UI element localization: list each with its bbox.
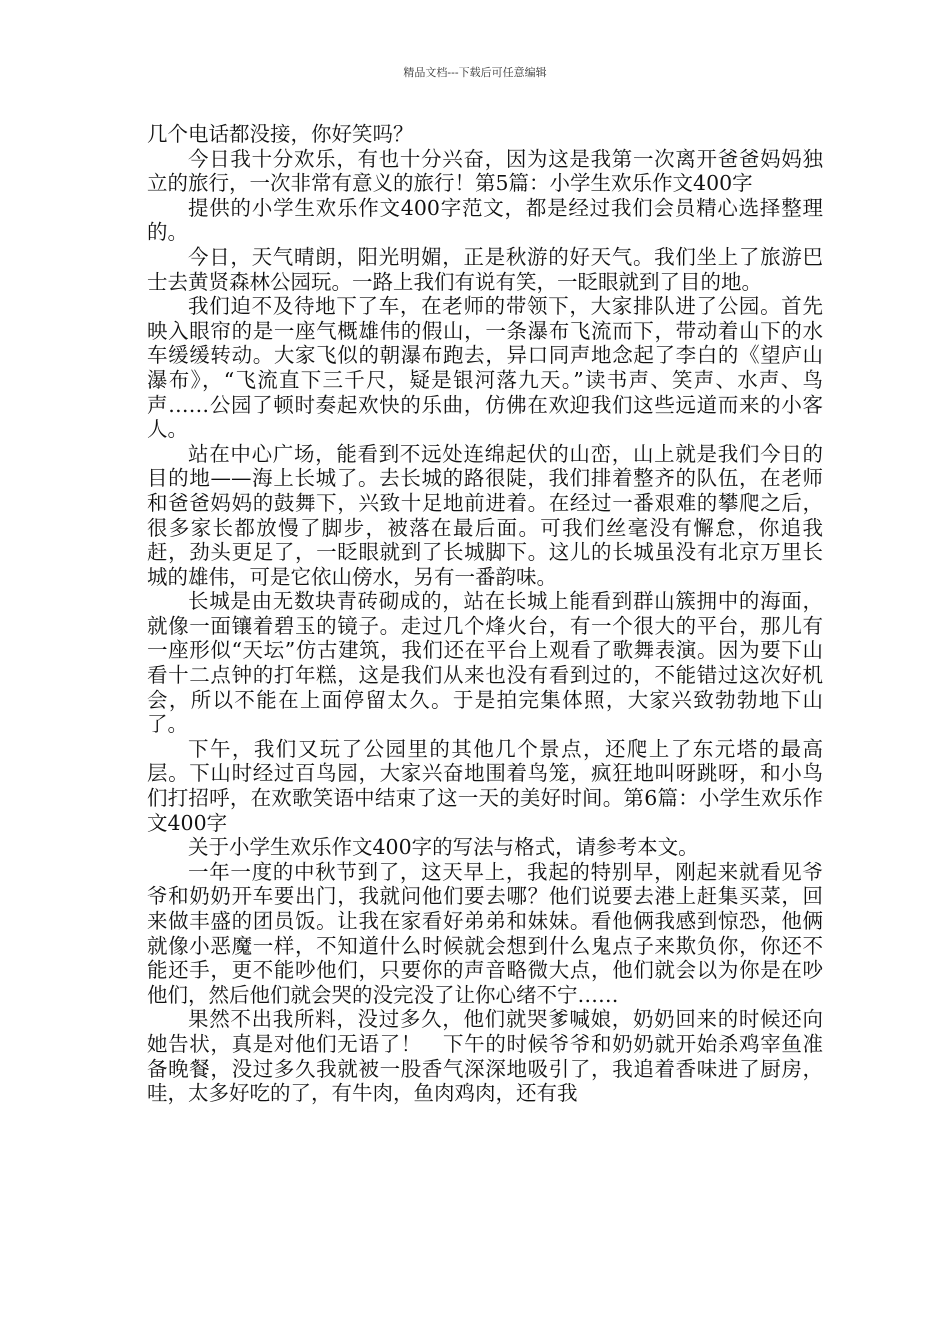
paragraph: 今日，天气晴朗，阳光明媚，正是秋游的好天气。我们坐上了旅游巴士去黄贤森林公园玩。一路上我们有说有笑，一眨眼就到了目的地。 [147,244,823,294]
paragraph: 我们迫不及待地下了车，在老师的带领下，大家排队进了公园。首先映入眼帘的是一座气概雄伟的假山，一条瀑布飞流而下，带动着山下的水车缓缓转动。大家飞似的朝瀑布跑去，异口同声地念起了李白的《望庐山瀑布》，“飞流直下三千尺，疑是银河落九天。”读书声、笑声、水声、鸟声……公园了顿时奏起欢快的乐曲，仿佛在欢迎我们这些远道而来的小客人。 [147,294,823,442]
paragraph: 站在中心广场，能看到不远处连绵起伏的山峦，山上就是我们今日的目的地——海上长城了。去长城的路很陡，我们排着整齐的队伍，在老师和爸爸妈妈的鼓舞下，兴致十足地前进着。在经过一番艰难的攀爬之后，很多家长都放慢了脚步，被落在最后面。可我们丝毫没有懈怠，你追我赶，劲头更足了，一眨眼就到了长城脚下。这儿的长城虽没有北京万里长城的雄伟，可是它依山傍水，另有一番韵味。 [147,441,823,589]
paragraph: 下午，我们又玩了公园里的其他几个景点，还爬上了东元塔的最高层。下山时经过百鸟园，大家兴奋地围着鸟笼，疯狂地叫呀跳呀，和小鸟们打招呼，在欢歌笑语中结束了这一天的美好时间。第6篇：小学生欢乐作文400字 [147,736,823,835]
paragraph: 长城是由无数块青砖砌成的，站在长城上能看到群山簇拥中的海面，就像一面镶着碧玉的镜子。走过几个烽火台，有一个很大的平台，那儿有一座形似“天坛”仿古建筑，我们还在平台上观看了歌舞表演。因为要下山看十二点钟的打年糕，这是我们从来也没有看到过的，不能错过这次好机会，所以不能在上面停留太久。于是拍完集体照，大家兴致勃勃地下山了。 [147,589,823,737]
document-body [147,122,823,1106]
paragraph: 提供的小学生欢乐作文400字范文，都是经过我们会员精心选择整理的。 [147,195,823,245]
paragraph: 果然不出我所料，没过多久，他们就哭爹喊娘，奶奶回来的时候还向她告状，真是对他们无语了！ 下午的时候爷爷和奶奶就开始杀鸡宰鱼准备晚餐，没过多久我就被一股香气深深地吸引了，我追着香味进了厨房，哇，太多好吃的了，有牛肉，鱼肉鸡肉，还有我 [147,1007,823,1106]
page-header: 精品文档---下载后可任意编辑 [403,66,547,79]
paragraph: 关于小学生欢乐作文400字的写法与格式，请参考本文。 [188,835,699,860]
paragraph: 一年一度的中秋节到了，这天早上，我起的特别早，刚起来就看见爷爷和奶奶开车要出门，我就问他们要去哪？他们说要去港上赶集买菜，回来做丰盛的团员饭。让我在家看好弟弟和妹妹。看他俩我感到惊恐，他俩就像小恶魔一样，不知道什么时候就会想到什么鬼点子来欺负你，你还不能还手，更不能吵他们，只要你的声音略微大点，他们就会以为你是在吵他们，然后他们就会哭的没完没了让你心绪不宁…… [147,859,823,1007]
paragraph: 几个电话都没接，你好笑吗？ [147,122,414,146]
paragraph: 今日我十分欢乐，有也十分兴奋，因为这是我第一次离开爸爸妈妈独立的旅行，一次非常有意义的旅行！第5篇：小学生欢乐作文400字 [147,146,823,196]
